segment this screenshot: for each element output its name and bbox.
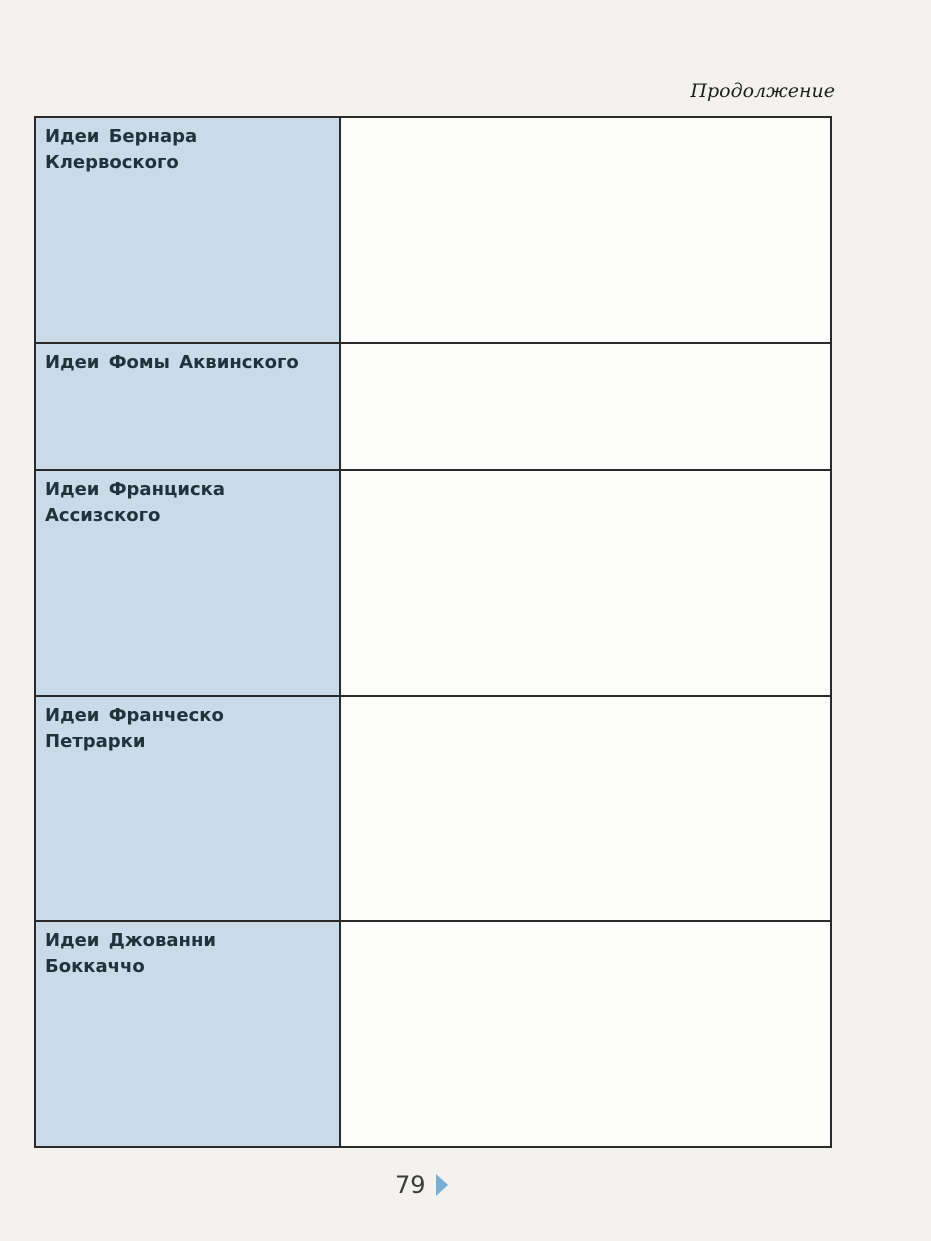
answer-cell[interactable]	[340, 921, 831, 1147]
table-row	[35, 470, 831, 696]
table-row	[35, 343, 831, 471]
answer-cell[interactable]	[340, 117, 831, 343]
row-label: Идеи Джованни Боккаччо	[45, 930, 217, 978]
ideas-table	[34, 116, 832, 1148]
continuation-caption: Продолжение	[690, 80, 835, 102]
row-label: Идеи Бернара Клервоского	[45, 126, 198, 173]
row-label: Идеи Фомы Аквинского	[45, 351, 299, 373]
answer-cell[interactable]	[340, 470, 831, 696]
answer-cell[interactable]	[340, 696, 831, 922]
table-row	[35, 117, 831, 343]
row-label: Идеи Франческо Петрарки	[45, 704, 224, 752]
table-row	[35, 696, 831, 922]
table-row	[35, 921, 831, 1147]
triangle-right-icon	[436, 1174, 448, 1196]
row-label-cell	[35, 117, 340, 343]
row-label-cell	[35, 470, 340, 696]
row-label-cell	[35, 921, 340, 1147]
page-footer	[395, 1170, 448, 1200]
page-number: 79	[395, 1171, 426, 1199]
row-label-cell	[35, 696, 340, 922]
answer-cell[interactable]	[340, 343, 831, 471]
row-label-cell	[35, 343, 340, 471]
row-label: Идеи Франциска Ассизского	[45, 479, 225, 527]
